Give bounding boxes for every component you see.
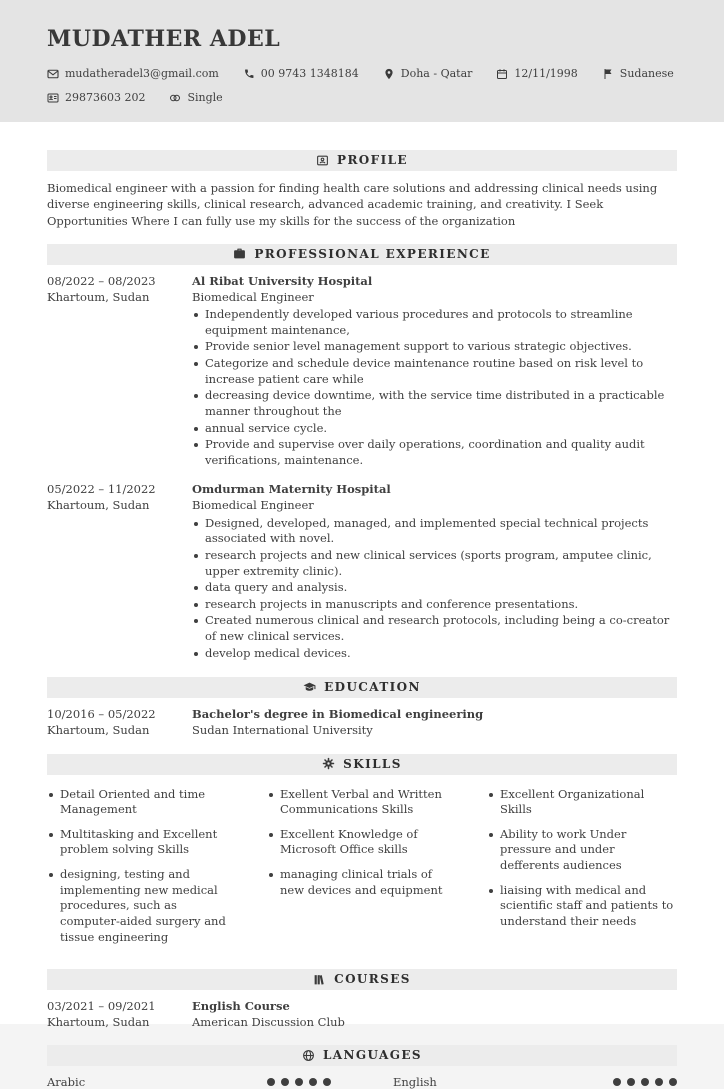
- profile-icon: [316, 154, 329, 167]
- experience-bullet: research projects and new clinical services (sports program, amputee clinic, upper extremity clinic).: [192, 548, 677, 579]
- experience-bullet: annual service cycle.: [192, 421, 677, 437]
- languages-row: [47, 1075, 677, 1089]
- skills-column-1: [47, 786, 237, 955]
- contact-marital-status-value: Single: [187, 91, 223, 104]
- contact-location-value: Doha - Qatar: [400, 67, 473, 80]
- section-header-skills: [47, 754, 677, 775]
- section-header-education: [47, 677, 677, 698]
- education-degree: Bachelor's degree in Biomedical engineering: [192, 707, 484, 722]
- contact-birthdate: [496, 67, 577, 80]
- experience-bullet: Created numerous clinical and research protocols, including being a co-creator of new clinical services.: [192, 613, 677, 644]
- briefcase-icon: [233, 247, 246, 260]
- level-dot: [295, 1078, 303, 1086]
- course-location: Khartoum, Sudan: [47, 1014, 150, 1029]
- course-entry-meta: [47, 999, 192, 1030]
- language-name: Arabic: [47, 1075, 86, 1089]
- experience-entry-meta: [47, 482, 192, 662]
- experience-organization: Omdurman Maternity Hospital: [192, 482, 391, 497]
- experience-bullet: develop medical devices.: [192, 646, 677, 662]
- experience-dates: 05/2022 – 11/2022: [47, 482, 156, 497]
- level-dot: [613, 1078, 621, 1086]
- section-title-languages: LANGUAGES: [322, 1048, 423, 1063]
- course-entry-detail: [192, 999, 677, 1030]
- books-icon: [313, 973, 326, 986]
- experience-entry-meta: [47, 274, 192, 470]
- calendar-icon: [496, 68, 508, 80]
- education-location: Khartoum, Sudan: [47, 722, 150, 737]
- contact-phone-value: 00 9743 1348184: [260, 67, 359, 80]
- skill-item: Exellent Verbal and Written Communications Skills: [267, 787, 457, 818]
- section-header-courses: [47, 969, 677, 990]
- experience-location: Khartoum, Sudan: [47, 289, 150, 304]
- contact-marital-status: [169, 91, 222, 104]
- education-dates: 10/2016 – 05/2022: [47, 707, 156, 722]
- globe-icon: [302, 1049, 315, 1062]
- section-title-experience: PROFESSIONAL EXPERIENCE: [254, 246, 491, 261]
- gear-icon: [322, 757, 335, 770]
- experience-entry-detail: [192, 274, 677, 470]
- experience-entry: [47, 274, 677, 470]
- section-title-courses: COURSES: [334, 972, 411, 987]
- course-entry: [47, 999, 677, 1030]
- level-dot: [669, 1078, 677, 1086]
- marital-status-icon: [169, 92, 181, 104]
- contact-id-number-value: 29873603 202: [65, 91, 146, 104]
- id-card-icon: [47, 92, 59, 104]
- experience-bullet: Categorize and schedule device maintenance routine based on risk level to increase patient care while: [192, 356, 677, 387]
- flag-icon: [602, 68, 614, 80]
- contact-phone: [243, 67, 359, 80]
- skill-item: Ability to work Under pressure and under defferents audiences: [487, 827, 677, 874]
- language-item: [393, 1075, 677, 1089]
- language-name: English: [393, 1075, 437, 1089]
- experience-bullet: Provide senior level management support to various strategic objectives.: [192, 339, 677, 355]
- skill-item: Detail Oriented and time Management: [47, 787, 237, 818]
- experience-bullet: research projects in manuscripts and conference presentations.: [192, 597, 677, 613]
- skill-item: designing, testing and implementing new medical procedures, such as computer-aided surgery and tissue engineering: [47, 867, 237, 945]
- level-dot: [627, 1078, 635, 1086]
- graduation-cap-icon: [303, 681, 316, 694]
- level-dot: [267, 1078, 275, 1086]
- contact-email-value: mudatheradel3@gmail.com: [65, 67, 219, 80]
- contact-birthdate-value: 12/11/1998: [514, 67, 578, 80]
- skills-column-2: [267, 786, 457, 955]
- course-title: English Course: [192, 999, 290, 1014]
- level-dot: [309, 1078, 317, 1086]
- level-dot: [281, 1078, 289, 1086]
- email-icon: [47, 68, 59, 80]
- course-organization: American Discussion Club: [192, 1014, 345, 1029]
- level-dot: [655, 1078, 663, 1086]
- experience-role: Biomedical Engineer: [192, 498, 314, 513]
- experience-bullet-list: [192, 307, 677, 468]
- skill-item: managing clinical trials of new devices and equipment: [267, 867, 457, 898]
- education-entry-meta: [47, 707, 192, 738]
- language-item: [47, 1075, 331, 1089]
- section-title-education: EDUCATION: [324, 680, 421, 695]
- skills-grid: [47, 784, 677, 955]
- header: [0, 0, 724, 122]
- contact-nationality: [602, 67, 674, 80]
- education-school: Sudan International University: [192, 722, 373, 737]
- experience-bullet-list: [192, 516, 677, 662]
- experience-bullet: decreasing device downtime, with the service time distributed in a practicable manner throughout the: [192, 388, 677, 419]
- contact-list: [47, 67, 677, 104]
- level-dot: [323, 1078, 331, 1086]
- skill-item: liaising with medical and scientific staff and patients to understand their needs: [487, 883, 677, 930]
- contact-email[interactable]: [47, 67, 219, 80]
- skills-column-3: [487, 786, 677, 955]
- experience-bullet: Provide and supervise over daily operations, coordination and quality audit verifications, maintenance.: [192, 437, 677, 468]
- section-title-skills: SKILLS: [343, 756, 402, 771]
- skill-item: Excellent Knowledge of Microsoft Office skills: [267, 827, 457, 858]
- language-level-dots: [613, 1078, 677, 1086]
- contact-location: [383, 67, 473, 80]
- contact-id-number: [47, 91, 145, 104]
- course-dates: 03/2021 – 09/2021: [47, 999, 156, 1014]
- experience-role: Biomedical Engineer: [192, 289, 314, 304]
- experience-organization: Al Ribat University Hospital: [192, 273, 373, 288]
- education-entry-detail: [192, 707, 677, 738]
- education-entry: [47, 707, 677, 738]
- section-header-profile: [47, 150, 677, 171]
- experience-bullet: Independently developed various procedures and protocols to streamline equipment maintenance,: [192, 307, 677, 338]
- experience-bullet: Designed, developed, managed, and implemented special technical projects associated with novel.: [192, 516, 677, 547]
- experience-entry: [47, 482, 677, 662]
- level-dot: [641, 1078, 649, 1086]
- location-icon: [383, 68, 395, 80]
- section-header-experience: [47, 244, 677, 265]
- phone-icon: [243, 68, 255, 80]
- experience-location: Khartoum, Sudan: [47, 498, 150, 513]
- profile-text: Biomedical engineer with a passion for finding health care solutions and addressing clinical needs using diverse engineering skills, clinical research, advanced academic training, and creativity. I Seek Opportunities Where I can fully use my skills for the success of the organization: [47, 181, 658, 228]
- contact-nationality-value: Sudanese: [619, 67, 674, 80]
- experience-bullet: data query and analysis.: [192, 580, 677, 596]
- resume-body: [0, 122, 724, 1089]
- section-title-profile: PROFILE: [337, 153, 408, 167]
- skill-item: Multitasking and Excellent problem solving Skills: [47, 827, 237, 858]
- section-header-languages: [47, 1045, 677, 1066]
- language-level-dots: [267, 1078, 331, 1086]
- experience-entry-detail: [192, 482, 677, 662]
- experience-dates: 08/2022 – 08/2023: [47, 273, 156, 288]
- skill-item: Excellent Organizational Skills: [487, 787, 677, 818]
- candidate-name: MUDATHER ADEL: [47, 26, 281, 52]
